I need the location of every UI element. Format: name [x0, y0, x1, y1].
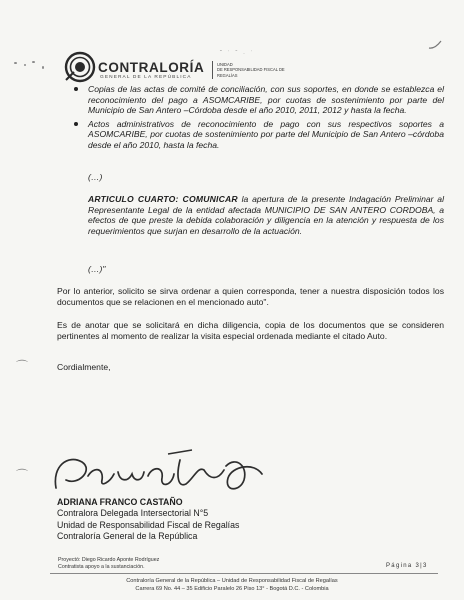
projected-by: Proyectó: Diego Ricardo Aponte Rodríguez — [58, 557, 160, 563]
projected-role: Contratista apoyo a la sustanciación. — [58, 563, 145, 570]
footer-address: Carrera 69 No. 44 – 35 Edificio Paralelo 26 Piso 13° - Bogotá D.C. - Colombia — [135, 586, 329, 593]
scan-mark-icon: ⌒ — [16, 359, 29, 373]
closing-salutation: Cordialmente, — [57, 362, 111, 372]
footer-line: Contraloría General de la República – Unidad de Responsabilidad Fiscal de Regalías — [126, 578, 338, 584]
list-item — [88, 84, 444, 116]
footer-divider — [50, 573, 438, 574]
scan-speck — [24, 64, 26, 66]
projected-by-note — [58, 557, 159, 571]
requested-documents-list — [88, 84, 444, 154]
signer-unit: Unidad de Responsabilidad Fiscal de Regalías — [57, 519, 240, 530]
bullet-icon — [74, 122, 78, 126]
body-paragraph: Es de anotar que se solicitará en dicha diligencia, copia de los documentos que se consideren pertinentes al momento de realizar la visita especial ordenada mediante el citado Auto. — [57, 320, 444, 341]
bullet-icon — [74, 87, 78, 91]
letterhead — [64, 50, 304, 84]
signature-block — [57, 497, 277, 543]
header-divider — [212, 61, 213, 79]
unit-line: DE RESPONSABILIDAD FISCAL DE — [217, 67, 285, 73]
scan-speck — [32, 61, 35, 63]
ellipsis-marker: (…) — [88, 172, 103, 182]
handwritten-signature-icon — [48, 436, 278, 502]
unit-name — [217, 62, 285, 78]
unit-line: REGALÍAS — [217, 72, 238, 78]
body-paragraph: Por lo anterior, solicito se sirva ordenar a quien corresponda, tener a nuestra disposición todos los documentos que se relacionen en el mencionado auto". — [57, 286, 444, 307]
scan-speck — [14, 62, 17, 64]
signer-entity: Contraloría General de la República — [57, 531, 198, 542]
scan-mark-icon: ⌒ — [16, 468, 29, 482]
article-text: la apertura de la presente Indagación Preliminar al Representante Legal de la entidad afectada MUNICIPIO DE SAN ANTERO CORDOBA, a efectos de que preste la debida colaboración y diligencia en la atención y respuesta de los requerimientos que surjan en desarrollo de la actuación. — [88, 194, 444, 236]
signer-title: Contralora Delegada Intersectorial N°5 — [57, 508, 209, 519]
scan-mark-icon — [428, 40, 442, 50]
page-footer — [0, 577, 464, 593]
contraloria-logo-icon — [64, 50, 96, 84]
brand-name: CONTRALORÍA — [98, 60, 205, 75]
unit-line: UNIDAD — [217, 62, 233, 67]
brand-subtitle: GENERAL DE LA REPÚBLICA — [100, 75, 192, 80]
handwritten-scribble-icon: ˘ ˙ ˇ · ˙ — [220, 51, 255, 57]
list-item-text: Copias de las actas de comité de conciliación, con sus soportes, en donde se establezca el reconocimiento del pago a ASOMCARIBE, por cuotas de sostenimiento por parte del Municipio de San Antero –Córdoba desde el año 2010, 2011, 2012 y hasta la fecha. — [88, 84, 444, 116]
list-item-text: Actos administrativos de reconocimiento de pago con sus respectivos soportes a ASOMCARIBE, por cuotas de sostenimiento por parte del Municipio de San Antero –córdoba desde el año 2010, hasta la fecha. — [88, 118, 444, 150]
page-number: Página 3|3 — [386, 563, 428, 569]
signer-name: ADRIANA FRANCO CASTAÑO — [57, 497, 183, 507]
list-item — [88, 119, 444, 151]
article-paragraph — [88, 194, 444, 236]
scan-speck — [42, 66, 44, 69]
article-heading: ARTICULO CUARTO: COMUNICAR — [88, 194, 238, 204]
ellipsis-marker: (…)" — [88, 264, 106, 274]
